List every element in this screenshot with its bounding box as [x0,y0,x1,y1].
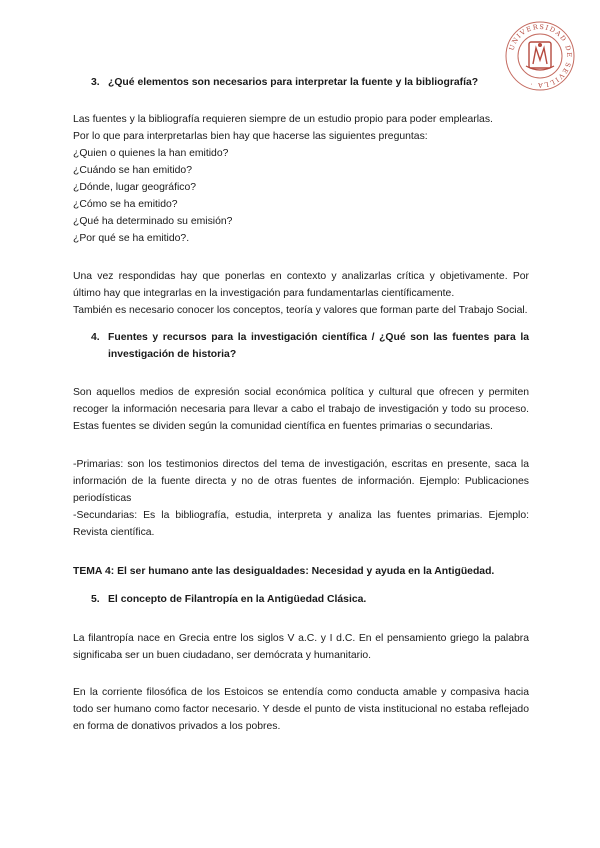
question-2: ¿Cuándo se han emitido? [73,165,192,176]
section-3-heading [91,74,529,91]
section-5-number: 5. [91,594,100,605]
question-1: ¿Quien o quienes la han emitido? [73,148,229,159]
section-4-heading [91,329,529,363]
section-5-title: El concepto de Filantropía en la Antigüedad Clásica. [108,594,367,605]
section-3-number: 3. [91,77,100,88]
section-5-heading [91,591,529,608]
section-3-body [73,111,529,247]
question-3: ¿Dónde, lugar geográfico? [73,182,197,193]
filantropia-paragraph: La filantropía nace en Grecia entre los siglos V a.C. y I d.C. En el pensamiento griego la palabra significaba ser un buen ciudadano, ser demócrata y humanitario. [73,633,529,661]
paragraph-line: Por lo que para interpretarlas bien hay que hacerse las siguientes preguntas: [73,131,428,142]
svg-text:UNIVERSIDAD DE SEVILLA ·: UNIVERSIDAD DE SEVILLA · [507,22,574,90]
trabajo-social-paragraph: También es necesario conocer los conceptos, teoría y valores que forman parte del Trabajo Social. [73,305,528,316]
section-4-number: 4. [91,332,100,343]
primarias-paragraph: -Primarias: son los testimonios directos del tema de investigación, escritas en presente, saca la información de la fuente directa y no de otras fuentes de información. Ejemplo: Publicaciones periodísticas [73,459,529,504]
question-4: ¿Cómo se ha emitido? [73,199,178,210]
secundarias-paragraph: -Secundarias: Es la bibliografía, estudia, interpreta y analiza las fuentes primarias. Ejemplo: Revista científica. [73,510,529,538]
fuentes-definition-paragraph: Son aquellos medios de expresión social económica política y cultural que ofrecen y permiten recoger la información necesaria para llevar a cabo el trabajo de investigación y todo su proceso. Estas fuentes se dividen según la comunidad científica en fuentes primarias o secundarias. [73,387,529,432]
estoicos-paragraph: En la corriente filosófica de los Estoicos se entendía como conducta amable y compasiva hacia todo ser humano como factor necesario. Y desde el punto de vista institucional no estaba reflejado en forma de donativos privados a los pobres. [73,687,529,732]
document-content [73,70,529,735]
section-4-title: Fuentes y recursos para la investigación científica / ¿Qué son las fuentes para la investigación de historia? [108,332,529,360]
question-6: ¿Por qué se ha emitido?. [73,233,190,244]
question-5: ¿Qué ha determinado su emisión? [73,216,233,227]
paragraph-line: Las fuentes y la bibliografía requieren siempre de un estudio propio para poder emplearlas. [73,114,493,125]
section-3-title: ¿Qué elementos son necesarios para interpretar la fuente y la bibliografía? [108,77,479,88]
tema-4-heading: TEMA 4: El ser humano ante las desigualdades: Necesidad y ayuda en la Antigüedad. [73,566,495,577]
context-paragraph: Una vez respondidas hay que ponerlas en contexto y analizarlas crítica y objetivamente. Por último hay que integrarlas en la investigación para fundamentarlas científicamente. [73,271,529,299]
